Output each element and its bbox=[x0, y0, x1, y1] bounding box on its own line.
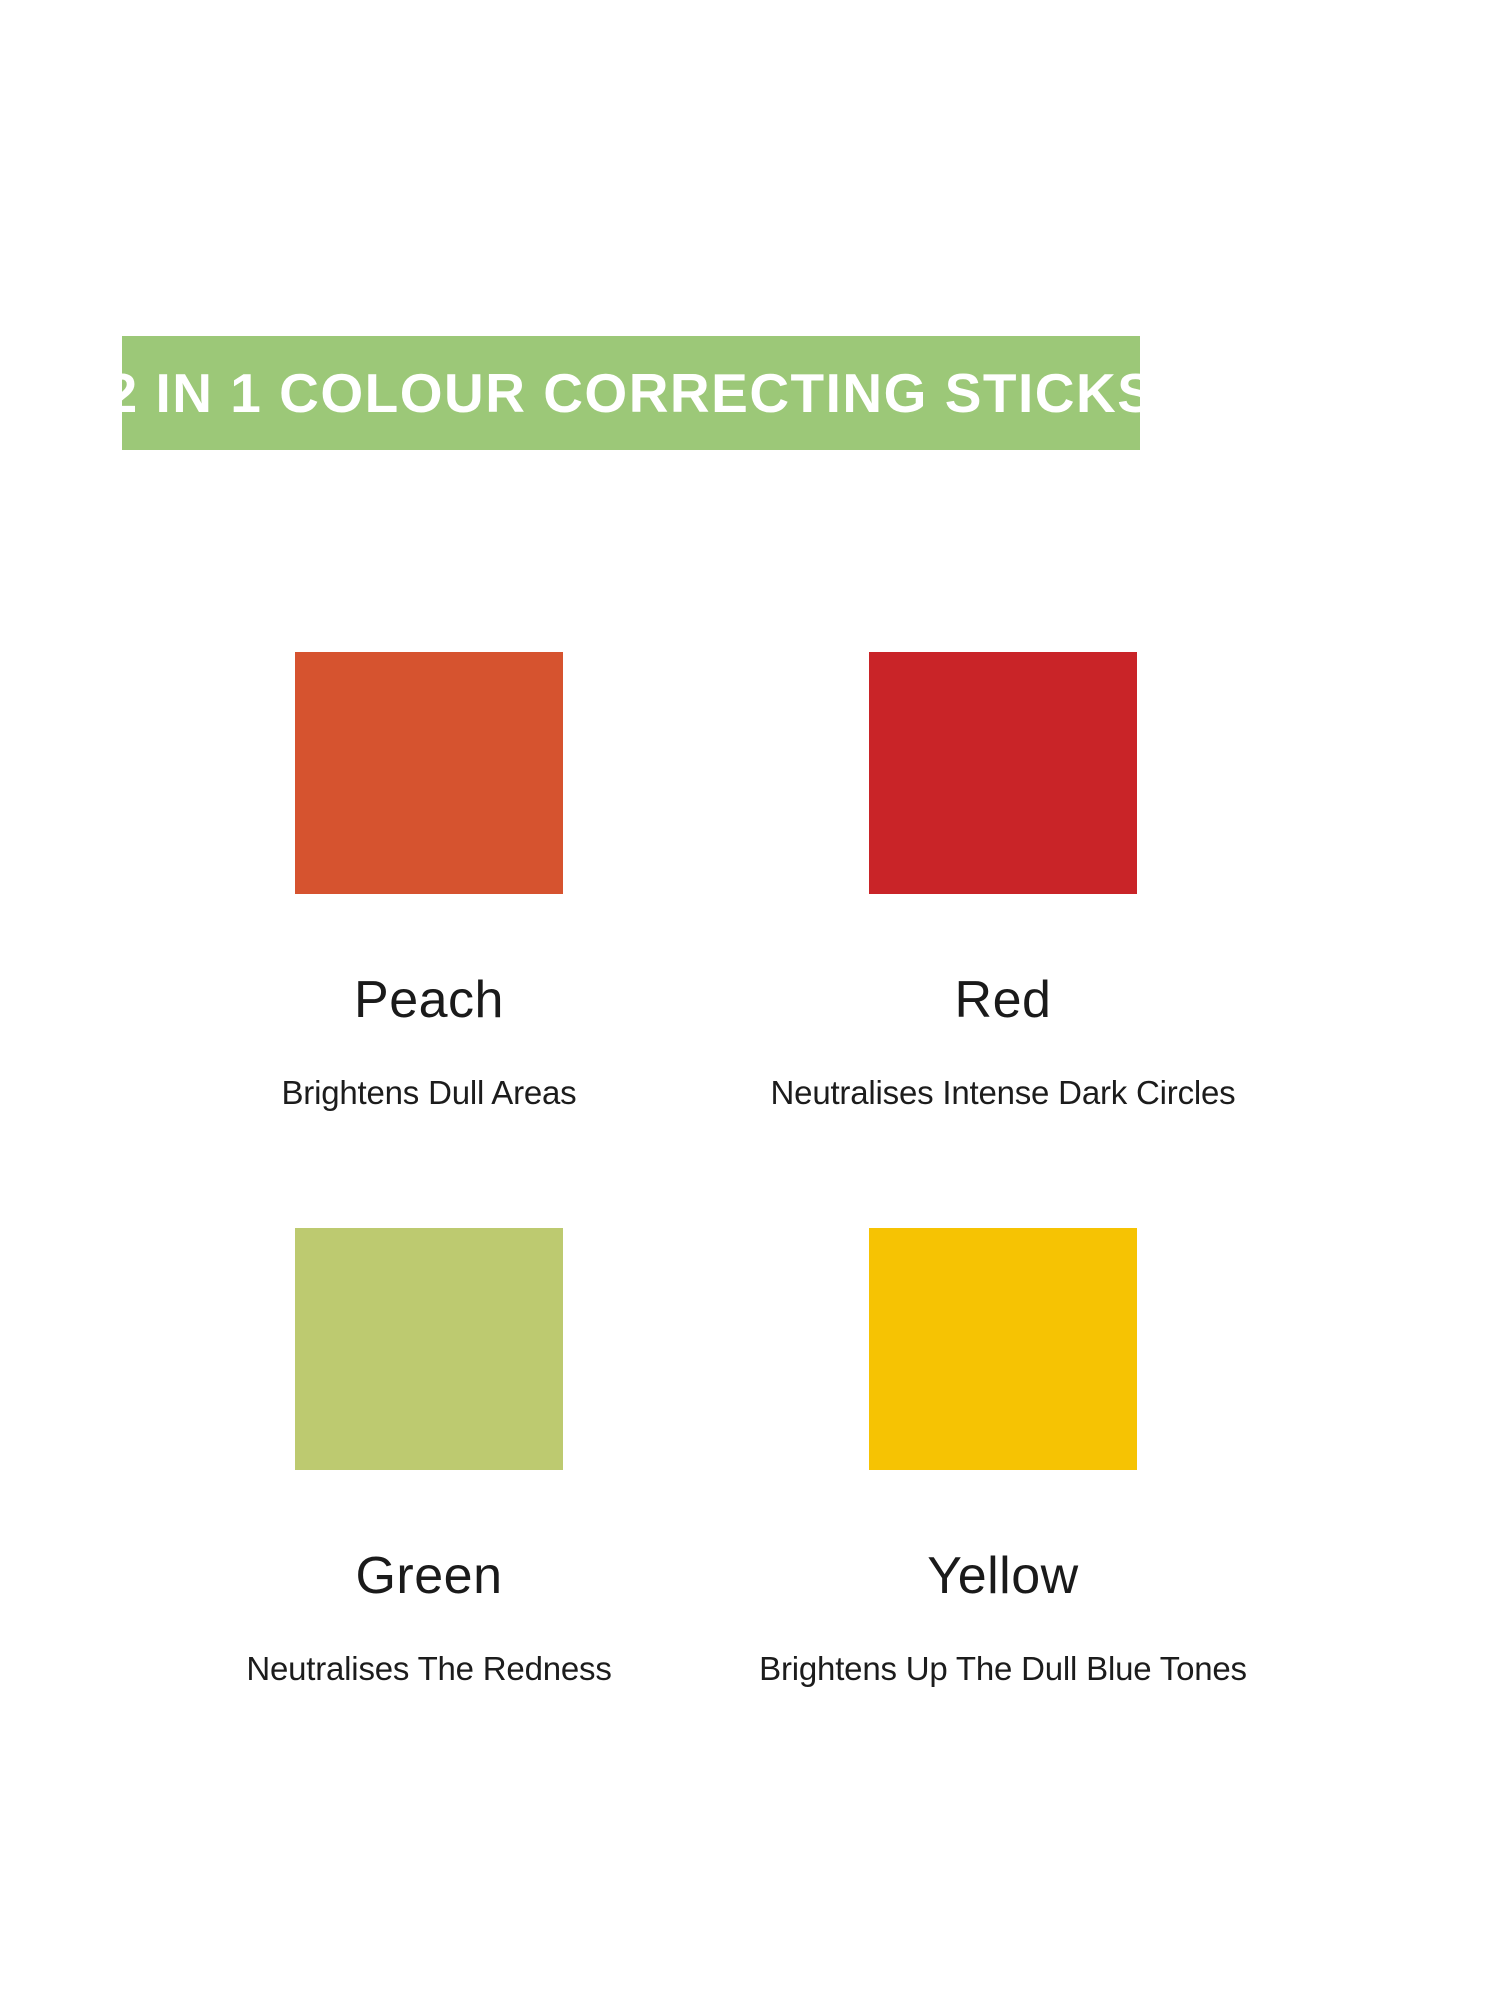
title-banner bbox=[106, 336, 1156, 450]
green-color-swatch bbox=[295, 1228, 563, 1470]
swatch-card-peach bbox=[149, 652, 709, 1113]
swatch-card-red bbox=[723, 652, 1283, 1113]
swatch-card-yellow bbox=[723, 1228, 1283, 1689]
swatch-description-red: Neutralises Intense Dark Circles bbox=[770, 1074, 1236, 1112]
swatch-description-yellow: Brightens Up The Dull Blue Tones bbox=[759, 1650, 1247, 1688]
swatch-title-green: Green bbox=[355, 1547, 503, 1605]
yellow-color-swatch bbox=[869, 1228, 1137, 1470]
swatch-card-green bbox=[149, 1228, 709, 1689]
swatch-description-green: Neutralises The Redness bbox=[246, 1650, 612, 1688]
swatch-title-peach: Peach bbox=[354, 971, 504, 1029]
swatch-description-peach: Brightens Dull Areas bbox=[281, 1074, 577, 1112]
swatch-title-red: Red bbox=[954, 971, 1052, 1029]
page-title: 2 IN 1 COLOUR CORRECTING STICKS bbox=[106, 362, 1156, 424]
red-color-swatch bbox=[869, 652, 1137, 894]
swatch-title-yellow: Yellow bbox=[927, 1547, 1079, 1605]
peach-color-swatch bbox=[295, 652, 563, 894]
